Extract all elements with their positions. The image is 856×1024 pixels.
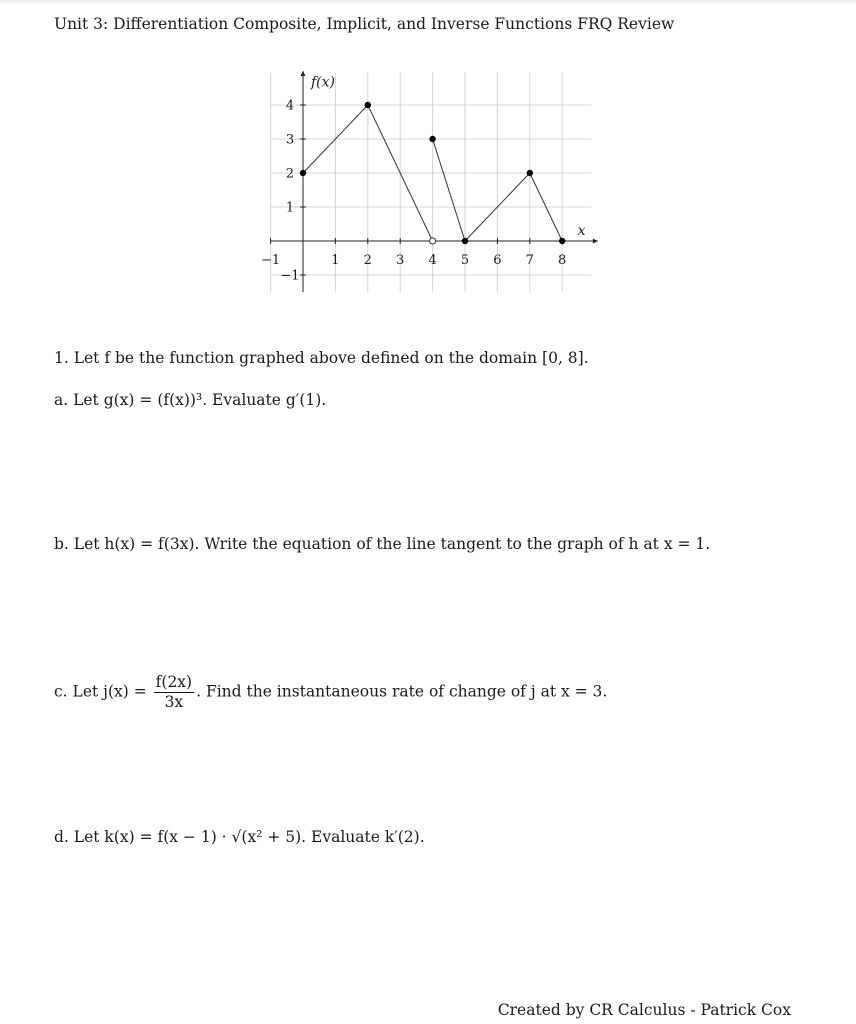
footer-credit: Created by CR Calculus - Patrick Cox xyxy=(497,1001,791,1019)
x-tick-label: 3 xyxy=(396,253,405,268)
function-graph xyxy=(0,0,856,320)
x-tick-label: 1 xyxy=(331,253,340,268)
y-tick-label: 4 xyxy=(285,98,295,114)
y-tick-label: −1 xyxy=(280,268,300,284)
closed-point xyxy=(559,238,565,244)
question-c-suffix: . Find the instantaneous rate of change of j at x = 3. xyxy=(196,682,608,701)
y-axis-label: f(x) xyxy=(311,74,336,91)
fraction-denominator: 3x xyxy=(164,693,184,711)
question-c xyxy=(54,673,607,712)
fraction-numerator: f(2x) xyxy=(155,673,193,691)
y-tick-label: 2 xyxy=(285,166,295,182)
y-tick-label: 1 xyxy=(285,200,295,216)
x-axis-arrow xyxy=(593,239,598,244)
question-intro: 1. Let f be the function graphed above defined on the domain [0, 8]. xyxy=(54,349,589,367)
tick-labels xyxy=(261,74,586,283)
question-c-prefix: c. Let j(x) = xyxy=(54,682,147,701)
closed-point xyxy=(300,170,306,176)
x-axis-label: x xyxy=(577,223,586,239)
closed-point xyxy=(527,170,533,176)
x-tick-label: 6 xyxy=(493,253,502,268)
question-d: d. Let k(x) = f(x − 1) · √(x² + 5). Evaluate k′(2). xyxy=(54,828,425,846)
closed-point xyxy=(365,102,371,108)
question-a: a. Let g(x) = (f(x))³. Evaluate g′(1). xyxy=(54,391,327,409)
x-tick-label: 5 xyxy=(460,253,470,268)
page-title: Unit 3: Differentiation Composite, Implicit, and Inverse Functions FRQ Review xyxy=(54,15,675,33)
x-tick-label: 7 xyxy=(525,253,534,268)
x-tick-label: 4 xyxy=(428,253,437,268)
fraction xyxy=(154,673,194,712)
x-tick-label: 8 xyxy=(558,253,567,268)
closed-point xyxy=(429,136,435,142)
open-point xyxy=(430,238,436,244)
closed-point xyxy=(462,238,468,244)
x-tick-label: 2 xyxy=(363,253,372,268)
y-axis-arrow xyxy=(301,71,306,76)
question-b: b. Let h(x) = f(3x). Write the equation of the line tangent to the graph of h at x = 1. xyxy=(54,535,711,553)
x-tick-label: −1 xyxy=(261,253,281,268)
y-tick-label: 3 xyxy=(285,132,295,148)
